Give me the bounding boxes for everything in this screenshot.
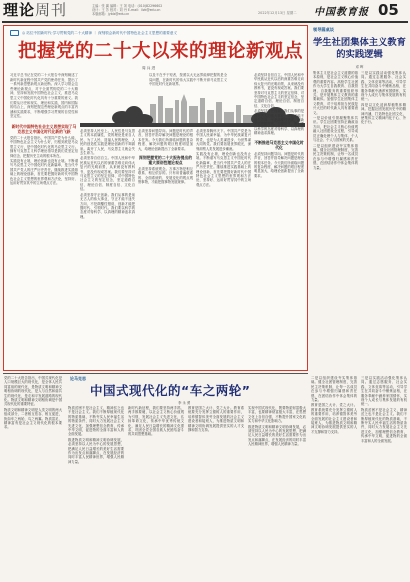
page-number: 05 bbox=[378, 1, 399, 19]
feature-subhead-1: 新时代中国特色社会主义思想实现了马克思主义中国化时代化新的飞跃 bbox=[11, 123, 77, 134]
bottom-column-3: 新时代新征程，我们要坚持两手抓、两手都要硬，以社会主义核心价值观为引领，发展社会主义先进文化，弘扬革命文化，传承中华优秀传统文化，满足人民日益增长的精神文化需求，巩固全党全国各族人民团结奋斗的共同思想基础。 bbox=[128, 406, 184, 437]
feature-abstract: 以及不在乎于短者，按照以大无远界能够把握的是全局问题，在新时代的伟大实践中不断开辟马克思主义中国化时代化新境界。 bbox=[149, 73, 227, 86]
right-column-byline: 邓 晖 bbox=[355, 65, 364, 69]
feature-subhead-2: 深刻把握党的二十大报告提出的重大原创性理论观点 bbox=[138, 155, 193, 166]
feature-headline: 把握党的二十大以来的理论新观点 bbox=[18, 41, 304, 62]
right-column-title: 学生社团集体主义教育的实践逻辑 bbox=[313, 37, 406, 60]
bottom-column-7: 三是以实践活动强化集体认同。通过志愿服务、社会实践、文体竞赛等活动，引导学生在共同奋斗中锤炼品格，在服务奉献中涵养家国情怀，实现个人成长与集体发展的有机统一。 物质贫困不是社会主义，精神贫乏也不是社会主义。我们不断厚植现代化的物质基础，不断夯实人民幸福生活的物质条件，同时大力发展社会主义先进文化，加强理想信念教育，传承中华文明，促进物的全面丰富和人的全面发展。 bbox=[361, 376, 407, 443]
feature-column-3: 必须坚持问题导向。问题是时代的声音，回答并指导解决问题是理论的根本任务。今天我们所面临问题的复杂程度、解决问题的艰巨程度明显加大，给理论创新提出了全新要求。 深刻把握党的二十大报告提出的重大原创性理论观点 必须坚持系统观念。万事万物是相互联系、相互依存的。只有用普遍联系的、全面系统的、发展变化的观点观察事物，才能把握事物发展规律。 bbox=[138, 129, 193, 185]
masthead-divider bbox=[2, 21, 408, 23]
section-title: 理论周刊 bbox=[3, 1, 68, 19]
right-column-tag: 领导圆桌谈 bbox=[313, 27, 334, 32]
feature-kicker: ◎ 站位中国新时代·学习贯彻党的二十大精神 ｜ 深刻领会新时代中国特色社会主义思想的重要意义 bbox=[10, 29, 300, 38]
feature-article bbox=[3, 25, 308, 371]
newspaper-logo: 中国教育报 bbox=[314, 7, 369, 18]
feature-column-5: 必须坚持自信自立。中国人民和中华民族从近代以后的深重苦难走向伟大复兴的光明前景，从来就没有教科书，更没有现成答案。我们要坚持对马克思主义的坚定信仰、对中国特色社会主义的坚定信念，坚定道路自信、理论自信、制度自信、文化自信。 必须坚持守正创新。我们从事的是前无古人的伟大事业，守正才能不迷失方向、不犯颠覆性错误，创新才能把握时代、引领时代。我们要以科学的态度对待科学、以真理的精神追求真理。 不断推进马克思主义中国化时代化 必须坚持问题导向。问题是时代的声音，回答并指导解决问题是理论的根本任务。今天我们所面临问题的复杂程度、解决问题的艰巨程度明显加大，给理论创新提出了全新要求。 bbox=[254, 73, 304, 178]
bottom-byline: 李 永 勇 bbox=[178, 401, 191, 405]
right-column-col-2: 三是以实践活动强化集体认同。通过志愿服务、社会实践、文体竞赛等活动，引导学生在共同奋斗中锤炼品格，在服务奉献中涵养家国情怀，实现个人成长与集体发展的有机统一。 四是以文化浸润厚植集体精神。挖掘社团发展历史中的精神内涵，打造特色社团文化，使集体主义精神内化于心、外化于行。 bbox=[361, 71, 406, 125]
bottom-tag: 论马克思 bbox=[70, 376, 86, 381]
feature-lead: 习近平总书记在党的二十大报告中深刻阐述了新时代新征程中国共产党的使命任务，提出了一系列新思想新观点新论断。深入学习领会这些理论新观点，对于全面贯彻党的二十大精神，坚持和发展中国特色社会主义，推进马克思主义中国化时代化具有十分重要的意义。我们要从历史和现实、理论和实践、国内和国际的结合上，深刻把握这些理论新观点的丰富内涵和实践要求，不断增强学习贯彻的自觉性和坚定性。 新时代中国特色社会主义思想实现了马克思主义中国化时代化新的飞跃 党的二十大报告指出，中国共产党为什么能，中国特色社会主义为什么好，归根到底是马克思主义行，是中国化时代化的马克思主义行。拥有马克思主义科学理论指导是我们党坚定信仰信念、把握历史主动的根本所在。 实践没有止境，理论创新也没有止境。不断谱写马克思主义中国化时代化新篇章，是当代中国共产党人的庄严历史责任。继续推进实践基础上的理论创新，首先要把握好新时代中国特色社会主义思想的世界观和方法论，坚持好、运用好贯穿其中的立场观点方法。 bbox=[10, 73, 78, 185]
feature-subhead-3: 不断推进马克思主义中国化时代化 bbox=[254, 139, 304, 150]
section-divider bbox=[3, 373, 308, 374]
bottom-headline: 中国式现代化的“车之两轮” bbox=[90, 383, 251, 398]
editorial-meta: 主编：张 翼 编辑：王 刘 电话：(010)82296602 设计：王 芳 校对：刘 丹 E-mail：llzk@edu.cn 本版邮箱：jyblz@edu.cn bbox=[92, 4, 163, 17]
right-column-col-1: 集体主义是社会主义道德的基本原则，是社会主义核心价值观的重要内容。高校学生社团作为大学生自我教育、自我管理、自我服务的重要组织形式，是开展集体主义教育的重要载体。加强学生社团集体主义教育，对于培养担当民族复兴大任的时代新人具有重要意义。 一是以价值引领凝聚集体共识。学生社团要坚持正确政治方向，把社会主义核心价值观融入社团建设全过程，引导成员正确处理个人与集体、个人与社会、个人与国家的关系。 二是以组织建设夯实集体基础。健全社团管理制度，完善民主决策机制，让每一名成员在参与中增强归属感和责任感，在团结协作中体会集体的力量。 bbox=[313, 71, 358, 170]
bottom-lead: 党的二十大报告指出，中国式现代化是人口规模巨大的现代化，是全体人民共同富裕的现代化，是物质文明和精神文明相协调的现代化，是人与自然和谐共生的现代化，是走和平发展道路的现代化。物质文明和精神文明相协调是中国式现代化的重要特征。 物质文明和精神文明是人类文明的两大组成部分，二者相互依存、相互促进，犹如车之两轮、鸟之两翼。物质富足、精神富有是社会主义现代化的根本要求。 bbox=[4, 376, 62, 430]
bottom-column-6: 二是以组织建设夯实集体基础。健全社团管理制度，完善民主决策机制，让每一名成员在参与中增强归属感和责任感，在团结协作中体会集体的力量。 教育是国之大计、党之大计。教育系统要充分发挥立德树人的重要作用，培养德智体美劳全面发展的社会主义建设者和接班人，为推进物质文明和精神文明协调发展提供坚实的人才支撑和智力支持。 bbox=[311, 376, 357, 434]
masthead bbox=[0, 0, 410, 22]
column-badge-icon bbox=[10, 30, 19, 36]
bottom-column-2: 物质贫困不是社会主义，精神贫乏也不是社会主义。我们不断厚植现代化的物质基础，不断夯实人民幸福生活的物质条件，同时大力发展社会主义先进文化，加强理想信念教育，传承中华文明，促进物的全面丰富和人的全面发展。 推进物质文明和精神文明协调发展，必须坚持以人民为中心的发展思想，把满足人民日益增长的美好生活需要作为出发点和落脚点，在发展经济的同时丰富人民精神世界，增强人民精神力量。 bbox=[68, 406, 124, 464]
feature-byline: 周 兵 进 bbox=[142, 66, 156, 70]
bottom-column-5: 实现中国式现代化，既要物质财富极大丰富，也要精神财富极大丰富，在思想文化上自信自强，不断提升国家文化软实力和中华文化影响力。 推进物质文明和精神文明协调发展，必须坚持以人民为中心的发展思想，把满足人民日益增长的美好生活需要作为出发点和落脚点，在发展经济的同时丰富人民精神世界，增强人民精神力量。 bbox=[248, 406, 306, 447]
feature-column-2: 必须坚持人民至上。人民性是马克思主义的本质属性，党的理论是来自人民、为了人民、造福人民的理论，人民的创造性实践是理论创新的不竭源泉。离开了人民，马克思主义就会失去生命力。 必须坚持自信自立。中国人民和中华民族从近代以后的深重苦难走向伟大复兴的光明前景，从来就没有教科书，更没有现成答案。我们要坚持对马克思主义的坚定信仰、对中国特色社会主义的坚定信念，坚定道路自信、理论自信、制度自信、文化自信。 必须坚持守正创新。我们从事的是前无古人的伟大事业，守正才能不迷失方向、不犯颠覆性错误，创新才能把握时代、引领时代。我们要以科学的态度对待科学、以真理的精神追求真理。 bbox=[80, 129, 135, 219]
bottom-column-4: 教育是国之大计、党之大计。教育系统要充分发挥立德树人的重要作用，培养德智体美劳全面发展的社会主义建设者和接班人，为推进物质文明和精神文明协调发展提供坚实的人才支撑和智力支持。 bbox=[188, 406, 244, 433]
right-column-article bbox=[311, 25, 408, 371]
issue-date: 2022年12月13日 星期二 bbox=[258, 11, 297, 15]
feature-column-4: 必须坚持胸怀天下。中国共产党是为中国人民谋幸福、为中华民族谋复兴的党，也是为人类谋进步、为世界谋大同的党。我们要拓展世界眼光，深刻洞察人类发展进步潮流。 实践没有止境，理论创新也没有止境。不断谱写马克思主义中国化时代化新篇章，是当代中国共产党人的庄严历史责任。继续推进实践基础上的理论创新，首先要把握好新时代中国特色社会主义思想的世界观和方法论，坚持好、运用好贯穿其中的立场观点方法。 bbox=[196, 129, 251, 187]
